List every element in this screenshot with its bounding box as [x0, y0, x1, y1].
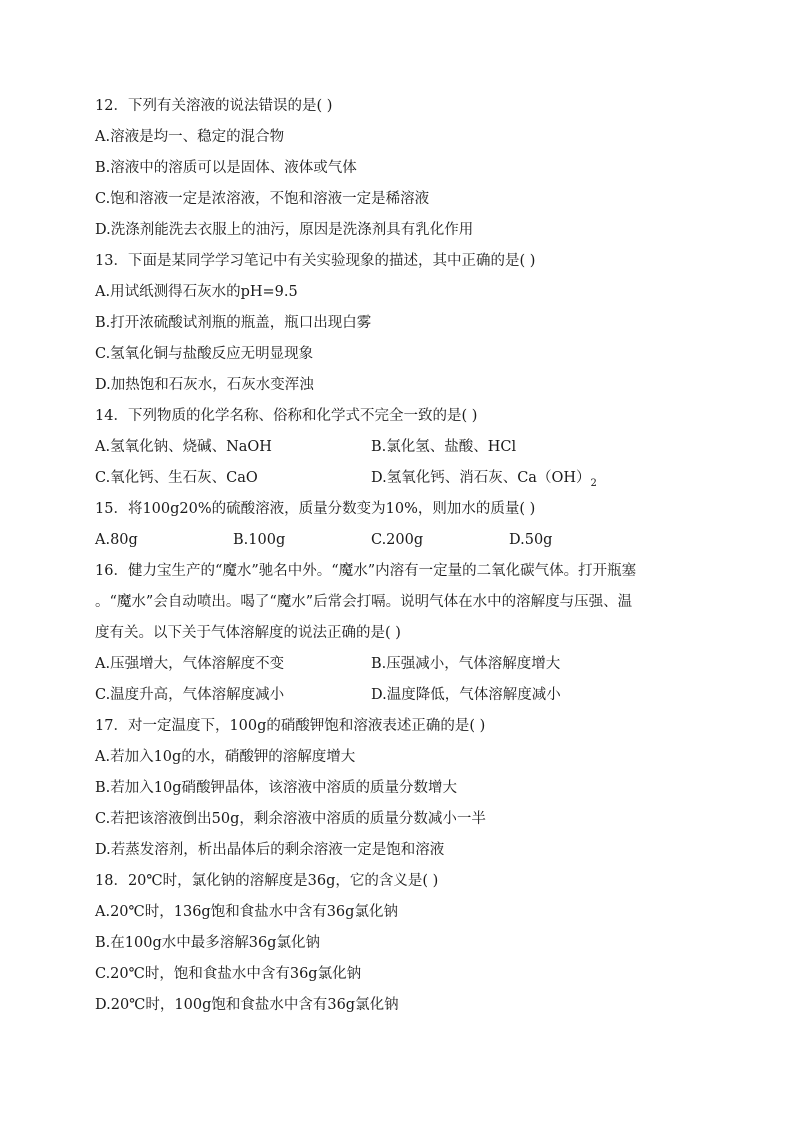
- question-14-option-a: A.氢氧化钠、烧碱、NaOH: [95, 439, 272, 455]
- question-16-option-c: C.温度升高，气体溶解度减小: [95, 687, 285, 703]
- question-17-option-c: C.若把该溶液倒出50g，剩余溶液中溶质的质量分数减小一半: [95, 811, 486, 827]
- question-15-option-c: C.200g: [371, 532, 424, 548]
- question-16-stem-line-3: 度有关。以下关于气体溶解度的说法正确的是( ): [95, 625, 401, 641]
- question-16-stem-line-2: 。“魔水”会自动喷出。喝了“魔水”后常会打嗝。说明气体在水中的溶解度与压强、温: [95, 594, 633, 610]
- question-14-option-c: C.氧化钙、生石灰、CaO: [95, 470, 258, 486]
- question-15-option-a: A.80g: [95, 532, 138, 548]
- question-13-option-a: A.用试纸测得石灰水的pH=9.5: [95, 284, 298, 300]
- subscript-2: 2: [590, 478, 597, 489]
- question-14-options-row-1: [95, 437, 517, 457]
- question-17-option-a: A.若加入10g的水，硝酸钾的溶解度增大: [95, 749, 356, 765]
- question-12-option-b: B.溶液中的溶质可以是固体、液体或气体: [95, 160, 357, 176]
- question-16-stem-line-1: 16．健力宝生产的“魔水”驰名中外。“魔水”内溶有一定量的二氧化碳气体。打开瓶塞: [95, 563, 637, 579]
- question-16-option-a: A.压强增大，气体溶解度不变: [95, 656, 285, 672]
- question-16-options-row-2: [95, 685, 561, 705]
- question-15-options-row: [95, 530, 553, 550]
- question-17-stem: 17．对一定温度下，100g的硝酸钾饱和溶液表述正确的是( ): [95, 718, 486, 734]
- question-18-option-a: A.20℃时，136g饱和食盐水中含有36g氯化钠: [95, 904, 398, 920]
- question-12-stem: 12．下列有关溶液的说法错误的是( ): [95, 98, 333, 114]
- question-15-option-b: B.100g: [233, 532, 286, 548]
- question-14-options-row-2: [95, 468, 597, 489]
- question-13-stem: 13．下面是某同学学习笔记中有关实验现象的描述，其中正确的是( ): [95, 253, 536, 269]
- question-16-option-d: D.温度降低，气体溶解度减小: [371, 687, 561, 703]
- question-14-stem: 14．下列物质的化学名称、俗称和化学式不完全一致的是( ): [95, 408, 478, 424]
- question-15-stem: 15．将100g20%的硫酸溶液，质量分数变为10%，则加水的质量( ): [95, 501, 536, 517]
- question-16-option-b: B.压强减小，气体溶解度增大: [371, 656, 561, 672]
- question-13-option-b: B.打开浓硫酸试剂瓶的瓶盖，瓶口出现白雾: [95, 315, 372, 331]
- question-14-option-d: D.氢氧化钙、消石灰、$Ca(OH)_2$: [371, 470, 597, 489]
- question-16-options-row-1: [95, 654, 561, 674]
- question-14-option-b: B.氯化氢、盐酸、HCl: [371, 439, 517, 455]
- question-18-option-d: D.20℃时，100g饱和食盐水中含有36g氯化钠: [95, 997, 399, 1013]
- question-18-stem: 18．20℃时，氯化钠的溶解度是36g，它的含义是( ): [95, 873, 439, 889]
- question-13-option-d: D.加热饱和石灰水，石灰水变浑浊: [95, 377, 314, 393]
- question-17-option-b: B.若加入10g硝酸钾晶体，该溶液中溶质的质量分数增大: [95, 780, 457, 796]
- question-12-option-c: C.饱和溶液一定是浓溶液，不饱和溶液一定是稀溶液: [95, 191, 430, 207]
- question-12-option-d: D.洗涤剂能洗去衣服上的油污，原因是洗涤剂具有乳化作用: [95, 222, 474, 238]
- question-18-option-b: B.在100g水中最多溶解36g氯化钠: [95, 935, 320, 951]
- question-18-option-c: C.20℃时，饱和食盐水中含有36g氯化钠: [95, 966, 362, 982]
- question-13-option-c: C.氢氧化铜与盐酸反应无明显现象: [95, 346, 314, 362]
- question-15-option-d: D.50g: [509, 532, 553, 548]
- question-17-option-d: D.若蒸发溶剂，析出晶体后的剩余溶液一定是饱和溶液: [95, 842, 445, 858]
- question-12-option-a: A.溶液是均一、稳定的混合物: [95, 129, 285, 145]
